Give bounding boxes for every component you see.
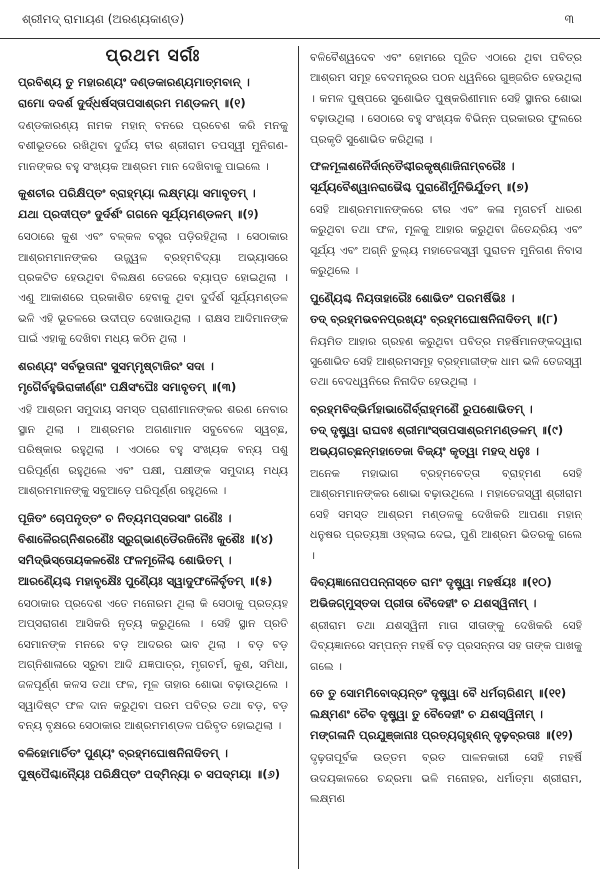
left-column bbox=[18, 46, 288, 873]
odia-translation: ସେଠାରେ କୁଶ ଏବଂ ବଳ୍କଳ ବସ୍ତ୍ର ପଡ଼ିରହିଥିଲା । ସେଠାକାର ଆଶ୍ରମମାନଙ୍କର ଉଜ୍ଜ୍ୱଳ ବ୍ରହ୍ମବିଦ୍ୟା ଅଭ୍ୟାସରେ ପ୍ରକଟିତ ହେଉଥିବା ବିଲକ୍ଷଣ ତେଜରେ ବ୍ୟାପ୍ତ ହୋଇଥିଲା । ଏଣୁ ଆକାଶରେ ପ୍ରକାଶିତ ହେବାକୁ ଥିବା ଦୁର୍ଦର୍ଶ ସୂର୍ଯ୍ୟମଣ୍ଡଳ ଭଳି ଏହି ଭୂତଳରେ ଉଦୀପ୍ତ ଦେଖାଉଥିଲା । ରାକ୍ଷସ ଆଦିମାନଙ୍କ ପାଇଁ ଏହାକୁ ଦେଖିବା ମଧ୍ୟ କଠିନ ଥିଲା । bbox=[18, 230, 288, 346]
right-blocks bbox=[310, 48, 582, 809]
sanskrit-verse-line: ଅଭିଜଗ୍ମୁସ୍ତଦା ପ୍ରୀତା ବୈଦେହୀଂ ଚ ଯଶସ୍ୱିନୀମ୍ । bbox=[310, 595, 537, 610]
verse-group bbox=[310, 399, 582, 566]
sarga-title: ପ୍ରଥମ ସର୍ଗଃ bbox=[105, 46, 201, 66]
odia-translation: ସେଠାକାର ପ୍ରଦେଶ ଏତେ ମନୋରମ ଥିଲା କି ସେଠାକୁ ପ୍ରତ୍ୟହ ଅପ୍ସରାଗଣ ଆସିକରି ନୃତ୍ୟ କରୁଥିଲେ । ସେହି ସ୍ଥାନ ପ୍ରତି ସେମାନଙ୍କ ମନରେ ବଡ଼ ଆଦରର ଭାବ ଥିଲା । ବଡ଼ ବଡ଼ ଅଗ୍ନିଶାଳାରେ ସ୍ରୁବା ଆଦି ଯଜ୍ଞପାତ୍ର, ମୃଗଚର୍ମ, କୁଶ, ସମିଧା, ଜଳପୂର୍ଣ୍ଣ କଳସ ତଥା ଫଳ, ମୂଳ ତାହାର ଶୋଭା ବଢ଼ାଉଥିଲେ । ସ୍ୱାଦିଷ୍ଟ ଫଳ ଦାନ କରୁଥିବା ପରମ ପବିତ୍ର ତଥା ବଡ଼, ବଡ଼ ବନ୍ୟ ବୃକ୍ଷରେ ସେଠାକାର ଆଶ୍ରମମଣ୍ଡଳ ପରିବୃତ ହୋଇଥିଲା । bbox=[18, 596, 288, 733]
page-header bbox=[0, 0, 600, 39]
sanskrit-verse-line: ମଙ୍ଗଳାନି ପ୍ରଯୁଞ୍ଜାନାଃ ପ୍ରତ୍ୟଗୃହ୍ଣନ୍ ଦୃଢ଼ବ୍ରତାଃ ॥(୧୨) bbox=[310, 728, 574, 743]
verse-group bbox=[310, 572, 582, 677]
sanskrit-verse-line: କୁଶଚୀର ପରିକ୍ଷିପ୍ତଂ ବ୍ରାହ୍ମ୍ୟା ଲକ୍ଷ୍ମ୍ୟା ସମାବୃତମ୍ । bbox=[18, 186, 256, 201]
sanskrit-verse-line: ଆରଣ୍ୟୈଶ୍ଚ ମହାବୃକ୍ଷୈଃ ପୁଣ୍ୟୈଃ ସ୍ୱାଦୁଫଳୈର୍ବୃତମ୍ ॥(୫) bbox=[18, 573, 273, 588]
sanskrit-verse-line: ପ୍ରବିଶ୍ୟ ତୁ ମହାରଣ୍ୟଂ ଦଣ୍ଡକାରଣ୍ୟମାତ୍ମବାନ୍ । bbox=[18, 75, 250, 89]
verse-group bbox=[18, 72, 288, 177]
right-column bbox=[310, 46, 582, 873]
odia-translation: ଦୃଢ଼ତାପୂର୍ବକ ଉତ୍ତମ ବ୍ରତ ପାଳନକାରୀ ସେହି ମହର୍ଷି ଉଦୟକାଳରେ ଚନ୍ଦ୍ରମା ଭଳି ମନୋହର, ଧର୍ମାତ୍ମା ଶ୍ରୀରାମ, ଲକ୍ଷ୍ମଣ bbox=[310, 751, 582, 805]
odia-translation: ନିୟମିତ ଆହାର ଗ୍ରହଣ କରୁଥିବା ପବିତ୍ର ମହର୍ଷିମାନଙ୍କଦ୍ୱାରା ସୁଶୋଭିତ ସେହି ଆଶ୍ରମସମୂହ ବ୍ରହ୍ମାଜୀଙ୍କ ଧାମ ଭଳି ତେଜସ୍ୱୀ ତଥା ବେଦଧ୍ୱନିରେ ନିନାଦିତ ହେଉଥିଲା । bbox=[310, 334, 582, 389]
sanskrit-verse-line: ସମିଦ୍ଭିସ୍ତୋୟକଳଶୈଃ ଫଳମୂଳୈଶ୍ଚ ଶୋଭିତମ୍ । bbox=[18, 552, 232, 567]
sanskrit-verse-line: ଫଳମୂଳାଶନୈର୍ଦାନ୍ତୈଶ୍ଚୀରକୃଷ୍ଣାଜିନାମ୍ବରୈଃ । bbox=[310, 159, 515, 174]
odia-translation: ଦଣ୍ଡକାରଣ୍ୟ ନାମକ ମହାନ୍ ବନରେ ପ୍ରବେଶ କରି ମନକୁ ବଶୀଭୂତରେ ରଖିଥିବା ଦୁର୍ଜୟ ବୀର ଶ୍ରୀରାମ ତପସ୍ୱୀ ମୁନିଗଣ-ମାନଙ୍କର ବହୁ ସଂଖ୍ୟକ ଆଶ୍ରମ ମାନ ଦେଖିବାକୁ ପାଇଲେ । bbox=[18, 119, 288, 173]
sanskrit-verse-line: ବିଶାଳୈରଗ୍ନିଶରଣୈଃ ସ୍ରୁଗ୍‌ଭାଣ୍ଡୈରଜିନୈଃ କୁଶୈଃ ॥(୪) bbox=[18, 531, 274, 546]
verse-group bbox=[310, 48, 582, 150]
sanskrit-verse-line: ବଳିହୋମାର୍ଚିତଂ ପୁଣ୍ୟଂ ବ୍ରହ୍ମଘୋଷନିନାଦିତମ୍ । bbox=[18, 745, 228, 760]
verse-group bbox=[310, 156, 582, 282]
sanskrit-verse-line: ଲକ୍ଷ୍ମଣଂ ଚୈବ ଦୃଷ୍ଟ୍ୱା ତୁ ବୈଦେହୀଂ ଚ ଯଶସ୍ୱିନୀମ୍ । bbox=[310, 707, 544, 722]
odia-translation: ଶ୍ରୀରାମ ତଥା ଯଶସ୍ୱିନୀ ମାତା ସୀତାଙ୍କୁ ଦେଖିକରି ସେହି ଦିବ୍ୟଜ୍ଞାନରେ ସମ୍ପନ୍ନ ମହର୍ଷି ବଡ଼ ପ୍ରସନ୍ନତା ସହ ତାଙ୍କ ପାଖକୁ ଗଲେ । bbox=[310, 618, 582, 673]
sanskrit-verse-line: ସୂର୍ଯ୍ୟବୈଶ୍ୱାନରାଭୈଶ୍ଚ ପୁରାଣୈର୍ମୁନିଭିର୍ଯୁତମ୍ ॥(୭) bbox=[310, 180, 529, 195]
odia-translation: ଏହି ଆଶ୍ରମ ସମୁଦାୟ ସମସ୍ତ ପ୍ରାଣୀମାନଙ୍କର ଶରଣ ନେବାର ସ୍ଥାନ ଥିଲା । ଆଶ୍ରମର ଅଗଣାମାନ ସବୁବେଳେ ସ୍ୱଚ୍ଛ, ପରିଷ୍କାର ରହୁଥିଲା । ଏଠାରେ ବହୁ ସଂଖ୍ୟକ ବନ୍ୟ ପଶୁ ପରିପୂର୍ଣ୍ଣ ରହୁଥିଲେ ଏବଂ ପକ୍ଷୀ, ପକ୍ଷୀଙ୍କ ସମୁଦାୟ ମଧ୍ୟ ଆଶ୍ରମମାନଙ୍କୁ ସବୁଆଡ଼େ ପରିପୂର୍ଣ୍ଣ ରହୁଥିଲେ । bbox=[18, 402, 288, 498]
sanskrit-verse-line: ପୂଜିତଂ ଚୋପନୃତ୍ତଂ ଚ ନିତ୍ୟମପ୍ସରସାଂ ଗଣୈଃ । bbox=[18, 510, 232, 525]
verse-group bbox=[18, 743, 288, 785]
odia-translation: ବଳିବୈଶ୍ୱଦେବ ଏବଂ ହୋମରେ ପୂଜିତ ଏଠାରେ ଥିବା ପବିତ୍ର ଆଶ୍ରମ ସମୂହ ବେଦମନ୍ତ୍ରର ପଠନ ଧ୍ୱନିରେ ଗୁଞ୍ଜରିତ ହେଉଥିଲା । କମଳ ପୁଷ୍ପରେ ସୁଶୋଭିତ ପୁଷ୍କରିଣୀମାନ ସେହି ସ୍ଥାନର ଶୋଭା ବଢ଼ାଉଥିଲା । ସେଠାରେ ବହୁ ସଂଖ୍ୟକ ବିଭିନ୍ନ ପ୍ରକାରର ଫୁଲରେ ପ୍ରକୃତି ସୁଶୋଭିତ କରିଥିଲା । bbox=[310, 51, 582, 146]
sanskrit-verse-line: ବ୍ରହ୍ମବିଦ୍ଭିର୍ମହାଭାଗୈର୍ବ୍ରାହ୍ମଣୈ ରୁପଶୋଭିତମ୍ । bbox=[310, 401, 533, 416]
verse-group bbox=[310, 683, 582, 809]
odia-translation: ସେହି ଆଶ୍ରମମାନଙ୍କରେ ଚୀର ଏବଂ କଳା ମୃଗଚର୍ମ ଧାରଣ କରୁଥିବା ତଥା ଫଳ, ମୂଳକୁ ଆହାର କରୁଥିବା ଜିତେନ୍ଦ୍ରିୟ ଏବଂ ସୂର୍ଯ୍ୟ ଏବଂ ଅଗ୍ନି ତୁଲ୍ୟ ମହାତେଜସ୍ୱୀ ପୁରାତନ ମୁନିଗଣ ନିବାସ କରୁଥିଲେ । bbox=[310, 203, 582, 278]
sanskrit-verse-line: ଦିବ୍ୟଜ୍ଞାନୋପପନ୍ନାସ୍ତେ ରାମଂ ଦୃଷ୍ଟ୍ୱା ମହର୍ଷୟଃ ॥(୧୦) bbox=[310, 574, 552, 589]
sanskrit-verse-line: ତଦ୍ ବ୍ରହ୍ମଭବନପ୍ରଖ୍ୟଂ ବ୍ରହ୍ମଘୋଷନିନାଦିତମ୍ ॥(୮) bbox=[310, 311, 559, 326]
verse-group bbox=[18, 356, 288, 502]
verse-group bbox=[18, 508, 288, 737]
verse-group bbox=[18, 183, 288, 349]
sanskrit-verse-line: ଶରଣ୍ୟଂ ସର୍ବଭୂତାନାଂ ସୁସମ୍ମୃଷ୍ଟାଜିରଂ ସଦା । bbox=[18, 358, 214, 373]
sanskrit-verse-line: ପୁଷ୍ପୈଶ୍ଚାନ୍ୟୈଃ ପରିକ୍ଷିପ୍ତଂ ପଦ୍ମିନ୍ୟା ଚ ସପଦ୍ମୟା ॥(୬) bbox=[18, 766, 281, 781]
column-divider bbox=[298, 46, 299, 869]
sanskrit-verse-line: ଯଥା ପ୍ରଦୀପ୍ତଂ ଦୁର୍ଦର୍ଶଂ ଗଗନେ ସୂର୍ଯ୍ୟମଣ୍ଡଳମ୍ ॥(୨) bbox=[18, 207, 259, 222]
sanskrit-verse-line: ତେ ତୁ ସୋମମିବୋଦ୍ୟନ୍ତଂ ଦୃଷ୍ଟ୍ୱା ବୈ ଧର୍ମଚାରିଣମ୍ ॥(୧୧) bbox=[310, 686, 567, 701]
odia-translation: ଅନେକ ମହାଭାଗ ବ୍ରହ୍ମବେତ୍ତା ବ୍ରାହ୍ମଣ ସେହି ଆଶ୍ରମମାନଙ୍କର ଶୋଭା ବଢ଼ାଉଥିଲେ । ମହାତେଜସ୍ୱୀ ଶ୍ରୀରାମ ସେହି ସମସ୍ତ ଆଶ୍ରମ ମଣ୍ଡଳକୁ ଦେଖିକରି ଆପଣା ମହାନ୍ ଧନୁଷର ପ୍ରତ୍ୟଞ୍ଚା ଓହ୍ଲାଇ ଦେଇ, ପୁଣି ଆଶ୍ରମ ଭିତରକୁ ଗଲେ । bbox=[310, 466, 582, 562]
sanskrit-verse-line: ମୃଗୈର୍ବହୁଭିରାକୀର୍ଣ୍ଣଂ ପକ୍ଷିସଂଘୈଃ ସମାବୃତମ୍ ॥(୩) bbox=[18, 379, 237, 394]
sanskrit-verse-line: ତଦ୍ ଦୃଷ୍ଟ୍ୱା ରାଘବଃ ଶ୍ରୀମାଂସ୍ତାପସାଶ୍ରମମଣ୍ଡଳମ୍ ॥(୯) bbox=[310, 422, 564, 437]
page-number: ୩ bbox=[564, 12, 574, 26]
sanskrit-verse-line: ରାମୋ ଦଦର୍ଶ ଦୁର୍ଦ୍ଧର୍ଷସ୍ତାପସାଶ୍ରମ ମଣ୍ଡଳମ୍ ॥(୧) bbox=[18, 96, 246, 110]
running-title: ଶ୍ରୀମଦ୍ ରାମାୟଣ (ଅରଣ୍ୟକାଣ୍ଡ) bbox=[22, 12, 185, 26]
verse-group bbox=[310, 288, 582, 393]
left-blocks bbox=[18, 72, 288, 785]
sanskrit-verse-line: ପୁଣ୍ୟୈଶ୍ଚ ନିୟତାହାରୈଃ ଶୋଭିତଂ ପରମର୍ଷିଭିଃ । bbox=[310, 290, 515, 305]
sanskrit-verse-line: ଅଭ୍ୟଗଚ୍ଛନ୍ମହାତେଜା ବିଜ୍ୟଂ କୃତ୍ୱା ମହଦ୍ ଧନୁଃ । bbox=[310, 443, 539, 458]
